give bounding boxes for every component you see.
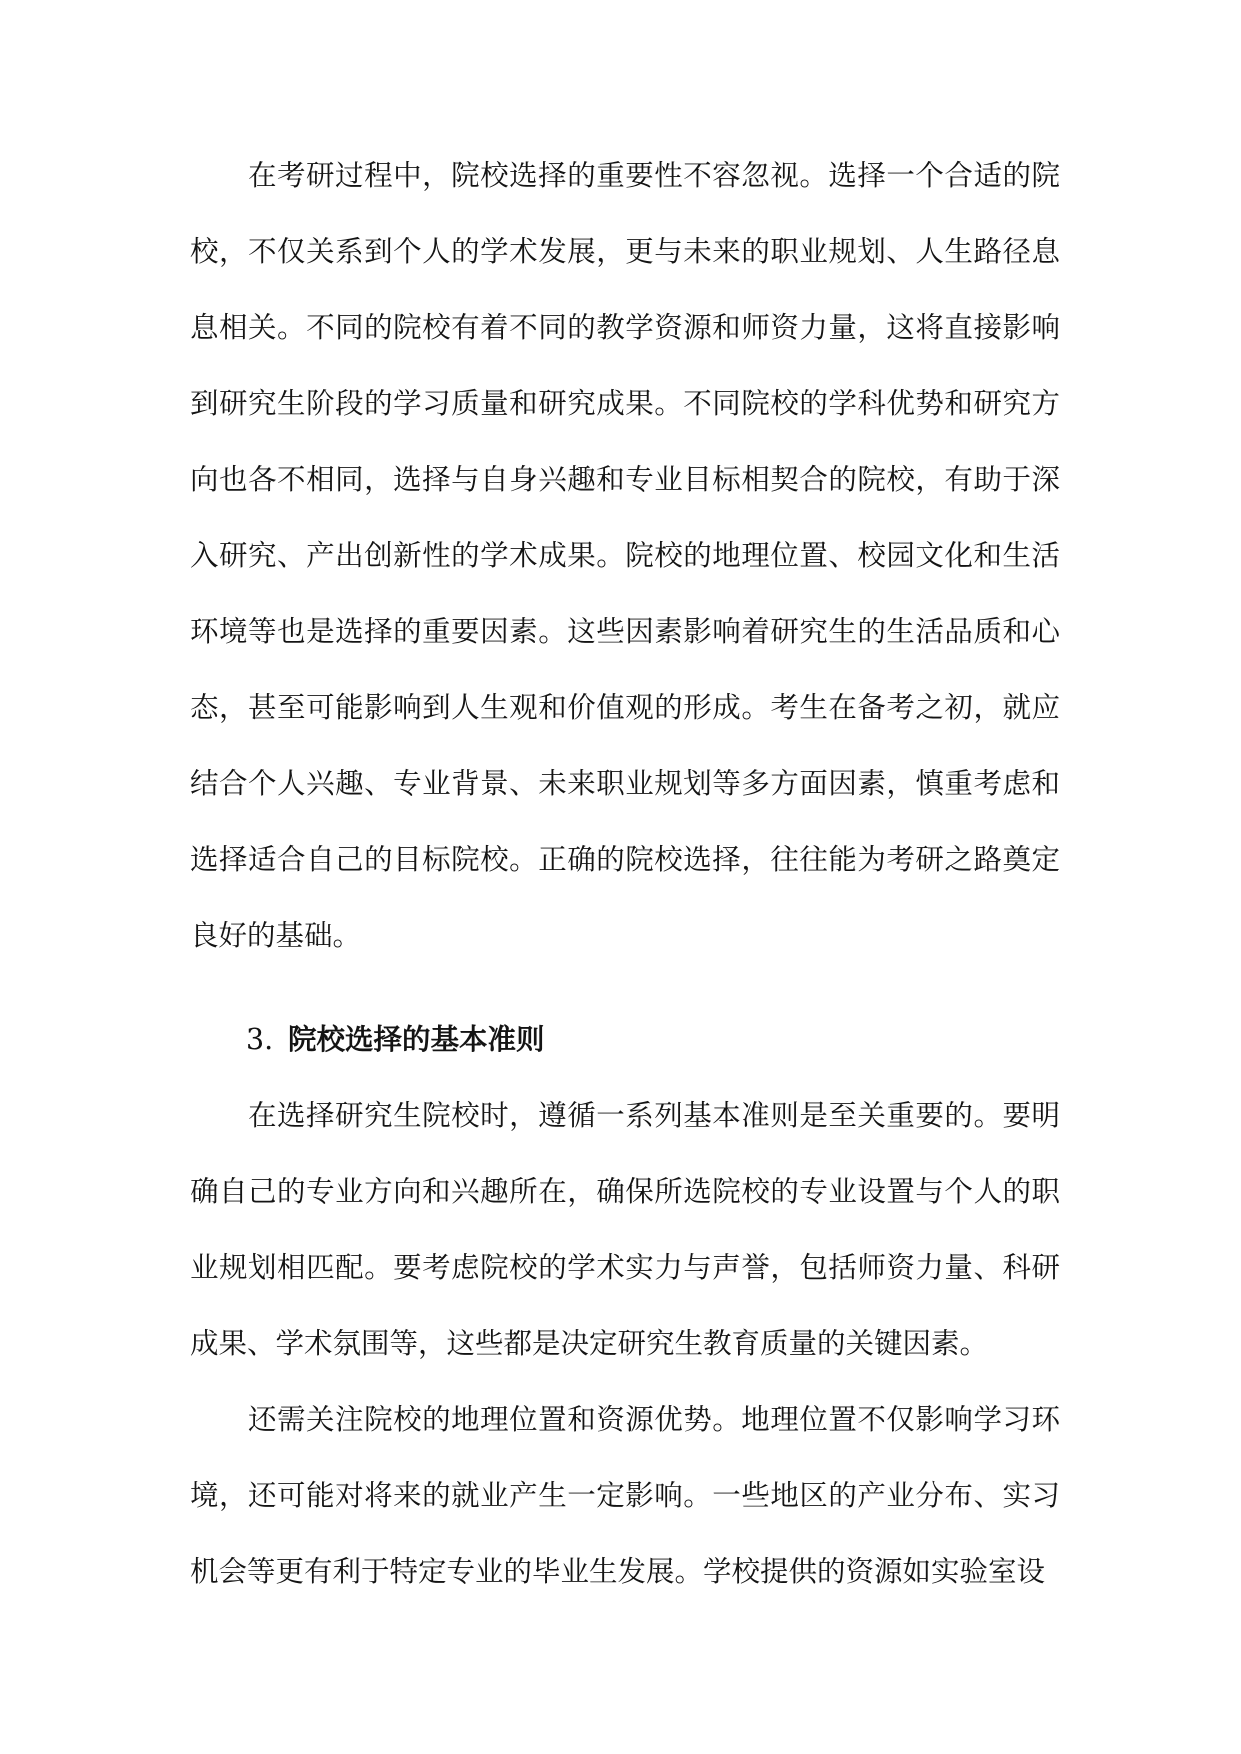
section-spacer xyxy=(190,974,1060,1002)
document-body xyxy=(190,138,1060,1610)
paragraph-school-selection-importance: 在考研过程中，院校选择的重要性不容忽视。选择一个合适的院校，不仅关系到个人的学术发展，更与未来的职业规划、人生路径息息相关。不同的院校有着不同的教学资源和师资力量，这将直接影响到研究生阶段的学习质量和研究成果。不同院校的学科优势和研究方向也各不相同，选择与自身兴趣和专业目标相契合的院校，有助于深入研究、产出创新性的学术成果。院校的地理位置、校园文化和生活环境等也是选择的重要因素。这些因素影响着研究生的生活品质和心态，甚至可能影响到人生观和价值观的形成。考生在备考之初，就应结合个人兴趣、专业背景、未来职业规划等多方面因素，慎重考虑和选择适合自己的目标院校。正确的院校选择，往往能为考研之路奠定良好的基础。 xyxy=(190,159,1060,952)
paragraph-location-resources: 还需关注院校的地理位置和资源优势。地理位置不仅影响学习环境，还可能对将来的就业产生一定影响。一些地区的产业分布、实习机会等更有利于特定专业的毕业生发展。学校提供的资源如实验室设 xyxy=(190,1403,1060,1588)
paragraph-basic-criteria: 在选择研究生院校时，遵循一系列基本准则是至关重要的。要明确自己的专业方向和兴趣所在，确保所选院校的专业设置与个人的职业规划相匹配。要考虑院校的学术实力与声誉，包括师资力量、科研成果、学术氛围等，这些都是决定研究生教育质量的关键因素。 xyxy=(190,1099,1060,1360)
section-title: 院校选择的基本准则 xyxy=(288,1023,545,1056)
section-heading xyxy=(190,1002,1060,1078)
section-number: 3. xyxy=(246,1023,274,1056)
